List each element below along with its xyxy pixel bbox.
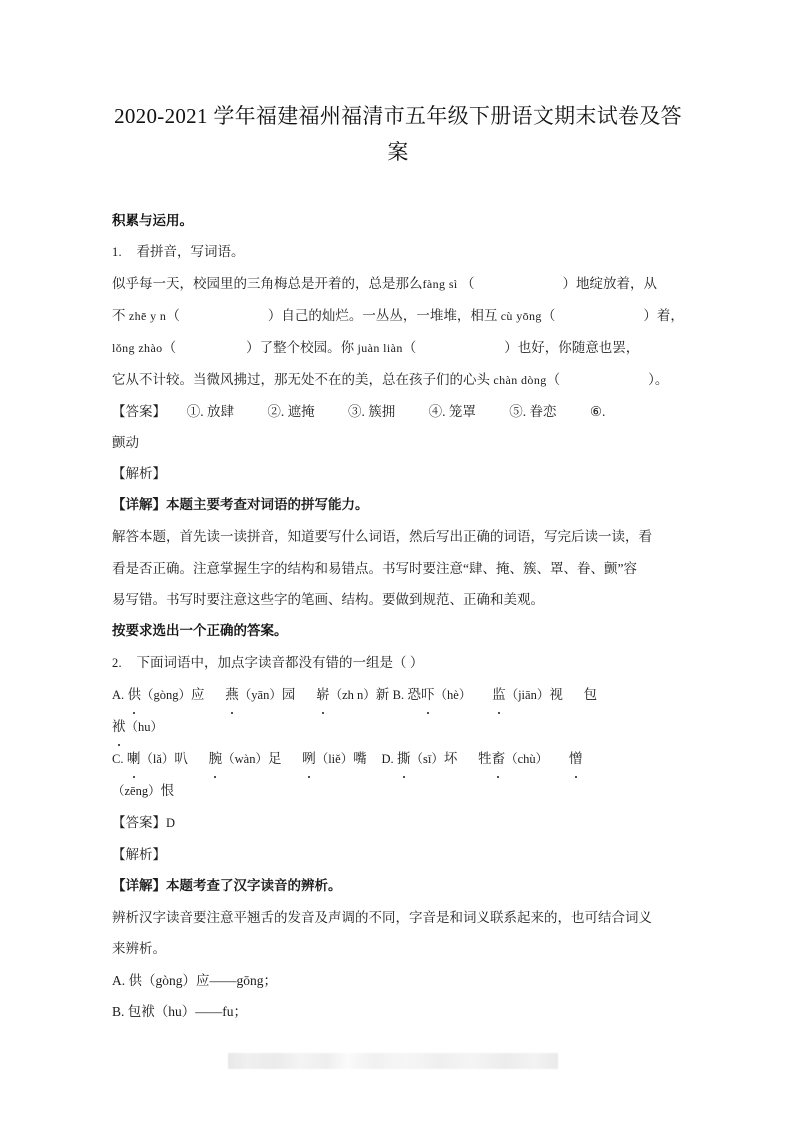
detail-text: 本题考查了汉字读音的辨析。 — [166, 877, 342, 894]
answer-text: 笼罩 — [448, 404, 476, 419]
pinyin: （yān） — [238, 687, 282, 702]
question-2-options-line-3 — [112, 743, 684, 775]
option-text: 新 — [375, 686, 390, 702]
passage-text: 自己的灿烂。一丛丛，一堆堆，相互 — [281, 308, 498, 323]
pinyin: （liě） — [315, 751, 354, 766]
question-1-explanation-line-1: 解答本题，首先读一读拼音，知道要写什么词语，然后写出正确的词语，写完后读一读，看 — [112, 529, 652, 544]
option-text: 包 — [583, 686, 598, 702]
question-2-explanation-line-1: 辨析汉字读音要注意平翘舌的发音及声调的不同，字音是和词义联系起来的，也可结合词义 — [112, 909, 652, 925]
question-2-options-line-1 — [112, 679, 684, 711]
option-text: 足 — [267, 750, 282, 766]
pinyin-juan-lian: juàn liàn — [357, 341, 403, 355]
answer-item — [590, 396, 605, 427]
question-2-detail — [112, 870, 684, 902]
option-text: 园 — [281, 686, 296, 702]
answer-tag: 【答案】 — [112, 814, 166, 830]
dotted-char: 腕 — [209, 743, 223, 774]
answer-marker: ③. — [348, 404, 365, 419]
option-text: 视 — [549, 686, 563, 702]
dotted-char: 崭 — [316, 679, 330, 710]
question-2-options-line-2 — [112, 711, 684, 743]
dotted-char: 监 — [492, 679, 506, 710]
dotted-char: 憎 — [569, 743, 583, 774]
option-c-label: C. — [112, 751, 124, 766]
page-title: 2020-2021 学年福建福州福清市五年级下册语文期末试卷及答案 — [114, 104, 682, 164]
answer-text: 放肆 — [207, 404, 234, 419]
answer-item — [509, 396, 556, 427]
question-2-prompt — [112, 647, 684, 679]
option-text: 恨 — [160, 782, 175, 798]
detail-tag: 【详解】 — [112, 877, 166, 894]
pinyin-chan-dong: chàn dòng — [493, 373, 547, 387]
question-2-analysis-tag: 【解析】 — [112, 846, 166, 862]
dotted-char: 供 — [128, 679, 142, 710]
dotted-char: 燕 — [225, 679, 239, 710]
question-2-options-line-4 — [112, 775, 684, 807]
pinyin: （jiān） — [505, 687, 550, 702]
pinyin: （zēng） — [112, 783, 161, 798]
option-a-label: A. — [112, 687, 125, 702]
option-text: 嘴 — [353, 750, 367, 766]
question-2-prompt-text: 下面词语中，加点字读音都没有错的一组是（ ） — [136, 654, 424, 670]
answer-marker: ⑥. — [589, 404, 606, 419]
instruction-heading: 按要求选出一个正确的答案。 — [112, 622, 288, 639]
pinyin: （chù） — [505, 751, 549, 766]
question-2-number: 2. — [112, 655, 122, 670]
answer-tag: 【答案】 — [112, 404, 166, 419]
option-text: 牲 — [478, 750, 492, 766]
answer-marker: ④. — [428, 404, 446, 419]
answer-item — [429, 396, 476, 427]
question-1-explanation-line-2: 看是否正确。注意掌握生字的结构和易错点。书写时要注意“肆、掩、簇、罩、眷、颤”容 — [112, 560, 637, 576]
answer-marker: ①. — [186, 404, 204, 419]
question-1-passage-line-3: lǒng zhào（ ）了整个校园。你 juàn liàn（ ）也好，你随意也罢， — [112, 340, 640, 355]
question-1-detail — [112, 489, 684, 521]
option-text: 恐 — [407, 686, 422, 702]
question-1-passage-line-4: 它从不计较。当微风拂过，那无处不在的美，总在孩子们的心头 chàn dòng（ ）。 — [112, 372, 669, 387]
pinyin-zhe-yan: zhē y n — [128, 309, 167, 323]
dotted-char: 喇 — [127, 743, 141, 774]
question-1-number: 1. — [112, 245, 122, 259]
question-2-point-a: A. 供（gòng）应——gōng； — [112, 972, 277, 988]
passage-text: 不 — [112, 308, 126, 323]
passage-text: 似乎每一天，校园里的三角梅总是开着的，总是那么 — [112, 276, 423, 291]
option-text: 叭 — [174, 750, 188, 766]
pinyin: （hè） — [434, 687, 472, 702]
question-1-passage-line-1: 似乎每一天，校园里的三角梅总是开着的，总是那么fàng sì （ ）地绽放着，从 — [112, 276, 658, 291]
answer-text: 颤动 — [112, 435, 139, 450]
dotted-char: 咧 — [302, 743, 316, 774]
question-2-explanation-line-2: 来辨析。 — [112, 941, 166, 956]
answer-text: 眷恋 — [529, 404, 557, 419]
pinyin: （lǎ） — [140, 751, 175, 766]
pinyin: （gòng） — [141, 687, 192, 702]
answer-marker: ②. — [267, 404, 285, 419]
answer-marker: ⑤. — [509, 404, 527, 419]
question-1-prompt — [112, 236, 684, 268]
option-d-label: D. — [381, 751, 394, 766]
pinyin: （wàn） — [222, 751, 268, 766]
document-body — [112, 0, 684, 1028]
answer-item — [348, 396, 395, 427]
question-1-analysis-tag: 【解析】 — [112, 466, 166, 481]
option-text: 坏 — [443, 750, 458, 766]
option-text: 应 — [191, 686, 205, 702]
pinyin-cu-yong: cù yōng — [500, 309, 542, 323]
answer-item — [267, 396, 314, 427]
section-heading: 积累与运用。 — [112, 213, 193, 229]
passage-text: 着， — [656, 308, 684, 323]
pinyin: （zh n） — [329, 687, 376, 702]
question-1-explanation-line-3: 易写错。书写时要注意这些字的笔画、结构。要做到规范、正确和美观。 — [112, 592, 544, 607]
option-b-label: B. — [392, 687, 405, 702]
pinyin-long-zhao: lǒng zhào — [112, 341, 163, 355]
question-1-answer-row-overflow — [112, 427, 684, 458]
detail-tag: 【详解】 — [112, 497, 166, 513]
question-1-answer-row — [112, 396, 684, 427]
dotted-char: 袱 — [112, 711, 126, 742]
pinyin-fang-si: fàng sì — [422, 277, 458, 291]
dotted-char: 吓 — [421, 679, 435, 710]
dotted-char: 撕 — [397, 743, 411, 774]
answer-text: 遮掩 — [287, 404, 315, 419]
passage-text: 地绽放着，从 — [576, 276, 658, 291]
passage-text: 它从不计较。当微风拂过，那无处不在的美，总在孩子们的心头 — [112, 372, 490, 387]
question-2-point-b: B. 包袱（hu）——fu； — [112, 1004, 247, 1019]
question-2-answer-row — [112, 807, 684, 839]
watermark-bar — [228, 1053, 558, 1069]
question-1-prompt-text: 看拼音，写词语。 — [136, 244, 245, 259]
pinyin: （hu） — [125, 719, 164, 734]
question-1-passage-line-2: 不 zhē y n（ ）自己的灿烂。一丛丛，一堆堆，相互 cù yōng（ ）着， — [112, 308, 684, 323]
passage-text: 也好，你随意也罢， — [517, 340, 640, 355]
answer-value: D — [166, 815, 176, 830]
dotted-char: 畜 — [492, 743, 506, 774]
passage-text: 了整个校园。你 — [259, 340, 355, 355]
detail-text: 本题主要考查对词语的拼写能力。 — [166, 497, 369, 513]
answer-item — [187, 396, 234, 427]
pinyin: （sī） — [410, 751, 444, 766]
answer-text: 簇拥 — [368, 404, 396, 419]
passage-text: 。 — [654, 372, 669, 387]
